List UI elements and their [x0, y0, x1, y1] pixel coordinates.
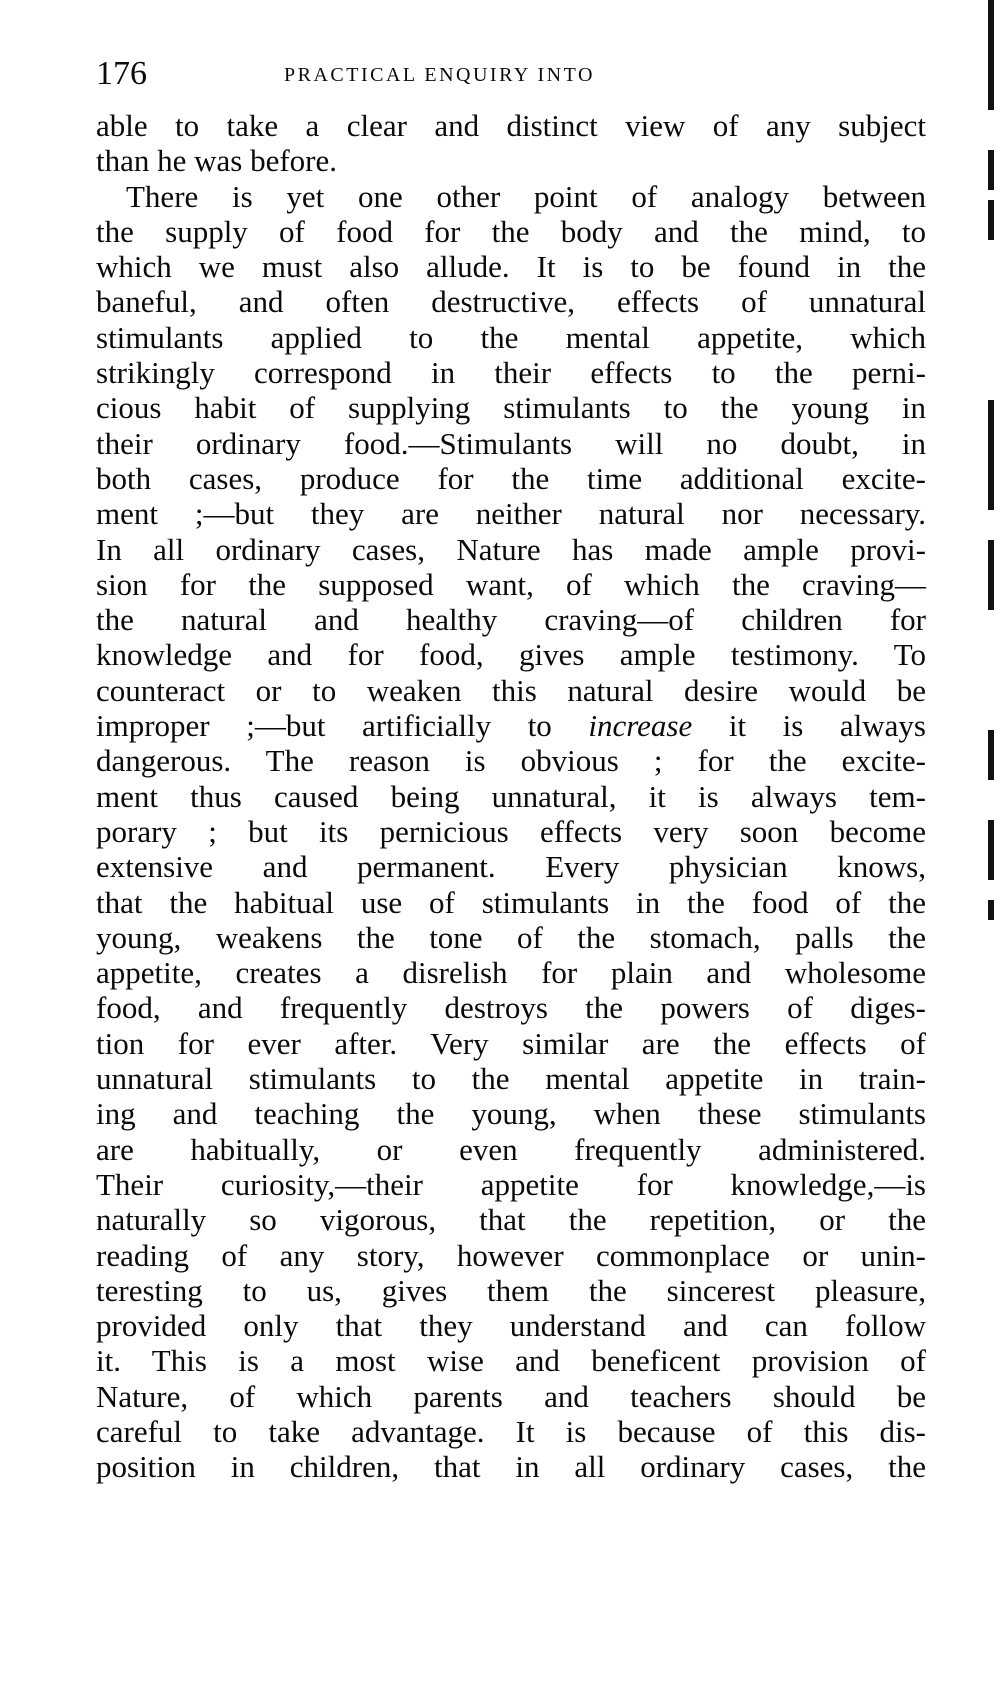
- text-line: Nature, of which parents and teachers should be: [96, 1378, 926, 1414]
- text-line: naturally so vigorous, that the repetition, or the: [96, 1202, 926, 1238]
- text-line: Their curiosity,—their appetite for knowledge,—is: [96, 1166, 926, 1202]
- text-line: unnatural stimulants to the mental appetite in train-: [96, 1061, 926, 1097]
- text-line: ment thus caused being unnatural, it is always tem-: [96, 778, 926, 814]
- scan-edge-mark: [988, 730, 994, 780]
- text-line: dangerous. The reason is obvious ; for the excite-: [96, 743, 926, 779]
- text-line: counteract or to weaken this natural desire would be: [96, 672, 926, 708]
- text-line: cious habit of supplying stimulants to the young in: [96, 390, 926, 426]
- scan-edge-mark: [988, 200, 994, 240]
- text-line: provided only that they understand and can follow: [96, 1308, 926, 1344]
- text-line: reading of any story, however commonplace or unin-: [96, 1237, 926, 1273]
- italic-emphasis: increase: [588, 708, 693, 744]
- text-line: careful to take advantage. It is because of this dis-: [96, 1413, 926, 1449]
- text-line: young, weakens the tone of the stomach, palls the: [96, 919, 926, 955]
- text-line: the supply of food for the body and the mind, to: [96, 213, 926, 249]
- text-line: that the habitual use of stimulants in the food of the: [96, 884, 926, 920]
- text-line: appetite, creates a disrelish for plain and wholesome: [96, 955, 926, 991]
- text-line: ing and teaching the young, when these stimulants: [96, 1096, 926, 1132]
- scan-edge-mark: [988, 0, 994, 110]
- running-title: PRACTICAL ENQUIRY INTO: [284, 64, 595, 86]
- text-line: able to take a clear and distinct view of any subject: [96, 108, 926, 143]
- text-line-with-italic: [96, 708, 926, 743]
- scan-edge-mark: [988, 820, 994, 880]
- text-line: sion for the supposed want, of which the craving—: [96, 566, 926, 602]
- text-line: baneful, and often destructive, effects of unnatural: [96, 284, 926, 320]
- text-line: position in children, that in all ordinary cases, the: [96, 1449, 926, 1485]
- text-line: are habitually, or even frequently administered.: [96, 1131, 926, 1167]
- scan-edge-mark: [988, 540, 994, 610]
- scan-edge-mark: [988, 900, 994, 920]
- page-number: 176: [96, 55, 147, 92]
- text-line: knowledge and for food, gives ample testimony. To: [96, 637, 926, 673]
- paragraph-start-line: There is yet one other point of analogy between: [126, 178, 926, 214]
- text-line: stimulants applied to the mental appetite, which: [96, 319, 926, 355]
- running-head: [96, 54, 926, 94]
- scan-edge-mark: [988, 400, 994, 510]
- text-line: both cases, produce for the time additional excite-: [96, 460, 926, 496]
- text-line: porary ; but its pernicious effects very soon become: [96, 813, 926, 849]
- text-line: food, and frequently destroys the powers of diges-: [96, 990, 926, 1026]
- text-segment: it is always: [728, 708, 926, 744]
- text-line: their ordinary food.—Stimulants will no doubt, in: [96, 425, 926, 461]
- text-line: ment ;—but they are neither natural nor necessary.: [96, 496, 926, 532]
- text-line: tion for ever after. Very similar are the effects of: [96, 1025, 926, 1061]
- text-line: which we must also allude. It is to be found in the: [96, 249, 926, 285]
- text-line: In all ordinary cases, Nature has made ample provi-: [96, 531, 926, 567]
- text-line: than he was before.: [96, 143, 338, 179]
- text-line: the natural and healthy craving—of children for: [96, 602, 926, 638]
- text-line: strikingly correspond in their effects to the perni-: [96, 355, 926, 391]
- text-line: it. This is a most wise and beneficent provision of: [96, 1343, 926, 1379]
- scan-edge-mark: [988, 150, 994, 190]
- text-line: teresting to us, gives them the sincerest pleasure,: [96, 1272, 926, 1308]
- body-text: [96, 108, 926, 1485]
- text-segment: improper ;—but artificially to: [96, 708, 552, 744]
- text-line: extensive and permanent. Every physician knows,: [96, 849, 926, 885]
